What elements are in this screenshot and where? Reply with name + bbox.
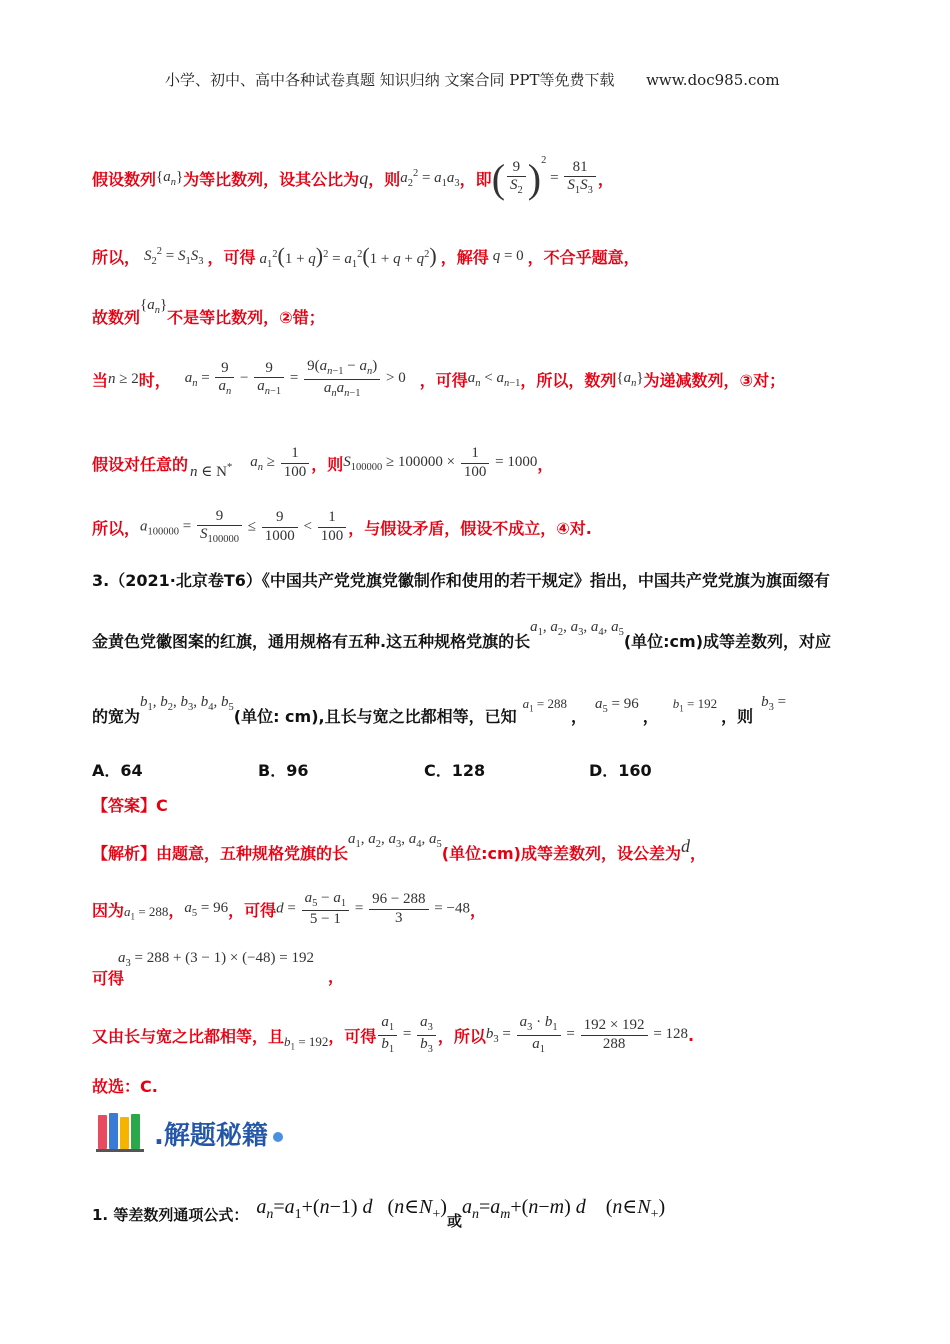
formula: $a_1 = 288$ (124, 904, 169, 922)
text: 可得 (92, 969, 125, 988)
text: 或 (446, 1211, 462, 1230)
formula: $a_1$, $a_2$, $a_3$, $a_4$, $a_5$ (348, 830, 442, 850)
text: 假设对任意的 (92, 454, 189, 474)
text: ，与假设矛盾，假设不成立，④对. (348, 518, 592, 538)
line-6 (92, 500, 592, 554)
formula: $\{a_n\}$ (140, 296, 168, 316)
option-a[interactable]: A．64 (92, 761, 143, 780)
formula: $a_1^2(1 + q)^2 = a_1^2(1 + q + q^2)$ (259, 242, 437, 270)
explanation-line-1 (92, 828, 706, 876)
text: ， (642, 706, 659, 726)
formula: $b_3$ = $\frac{a_3 \cdot b_1}{a_1}$ = $\frac{192 \times 192}{288}$ = 128 (485, 1014, 689, 1055)
text: ， (597, 169, 614, 189)
explanation-line-2 (92, 884, 486, 934)
header-url[interactable]: www.doc985.com (646, 71, 780, 89)
section-banner (94, 1111, 294, 1155)
formula: $b_1 = 192$ (284, 1034, 329, 1052)
text: 又由长与宽之比都相等，且 (92, 1026, 285, 1046)
text: 为递减数列，③对； (643, 370, 786, 390)
formula: $a_1$, $a_2$, $a_3$, $a_4$, $a_5$ (530, 618, 624, 638)
question-line-2 (92, 615, 831, 665)
text: ，则 (368, 169, 401, 189)
text: 金黄色党徽图案的红旗，通用规格有五种.这五种规格党旗的长 (92, 631, 531, 651)
formula: $b_1 = 192$ (672, 696, 718, 714)
text: 为等比数列，设其公比为 (183, 169, 360, 189)
formula: $b_3$ = (761, 693, 787, 713)
formula: $S_{100000} \ge 100000$ × $\frac{1}{100}$ = 1000 (343, 445, 538, 480)
text: ， (689, 843, 706, 863)
formula: d = $\frac{a_5 - a_1}{5 - 1}$ = $\frac{96 - 288}{3}$ = −48 (276, 889, 470, 927)
answer-label: 【答案】C (92, 796, 168, 815)
text: ，不合乎题意， (527, 247, 640, 267)
text: 【解析】由题意，五种规格党旗的长 (92, 843, 349, 863)
section-title: .解题秘籍 (154, 1121, 268, 1151)
formula: $a_5 = 96$ (184, 899, 229, 919)
formula: $a_5 = 96$ (595, 695, 639, 715)
question-line-1: 3.（2021·北京卷T6）《中国共产党党旗党徽制作和使用的若干规定》指出，中国共产党党旗为旗面缀有 (92, 571, 830, 590)
text: 1. 等差数列通项公式： (92, 1205, 249, 1224)
text: (单位:cm)成等差数列，对应 (623, 631, 832, 651)
text: (单位:cm)成等差数列，设公差为 (441, 843, 681, 863)
formula: $S_2^2 = S_1S_3$ (144, 245, 204, 267)
text: 的宽为 (92, 706, 141, 726)
formula: $a_2^2 = a_1a_3$ (400, 167, 460, 189)
text: 假设数列 (92, 169, 157, 189)
line-3 (92, 296, 325, 336)
text: 因为 (92, 900, 125, 920)
text: ， (328, 967, 345, 986)
formula: n ∈ N* (190, 461, 233, 480)
text: ，即 (459, 169, 492, 189)
text: ， (537, 454, 554, 474)
text: ，解得 (440, 247, 489, 267)
explanation-line-4 (92, 1010, 694, 1060)
dot-icon (272, 1131, 284, 1143)
final-answer: 故选：C. (92, 1077, 158, 1096)
formula: $a_n < a_{n-1}$ (467, 369, 521, 389)
line-5 (92, 438, 553, 488)
text: ，可得 (419, 370, 468, 390)
formula: $a_n=a_m+(n-m)$ d $(n\in N_+)$ (461, 1195, 666, 1222)
option-d[interactable]: D．160 (589, 761, 652, 780)
text: ，所以 (437, 1026, 486, 1046)
text: ， (571, 706, 588, 726)
option-c[interactable]: C．128 (424, 761, 486, 780)
text: ，则 (721, 706, 754, 726)
text: 所以， (92, 247, 141, 267)
text: . (688, 1025, 695, 1045)
text: 所以， (92, 518, 141, 538)
text: 故数列 (92, 307, 141, 327)
formula: $a_1 = 288$ (522, 696, 567, 714)
text: ，可得 (207, 247, 256, 267)
text: 时， (138, 370, 171, 390)
text: ，所以，数列 (520, 370, 617, 390)
header-text: 小学、初中、高中各种试卷真题 知识归纳 文案合同 PPT等免费下载 (165, 71, 615, 89)
formula-item-1 (92, 1194, 665, 1234)
formula: $\frac{a_1}{b_1}$ = $\frac{a_3}{b_3}$ (376, 1014, 437, 1055)
line-2 (92, 238, 640, 274)
formula: $a_3 = 288 + (3 - 1) \times (-48) = 192$ (118, 950, 314, 969)
question-line-3 (92, 690, 786, 740)
formula: q (359, 167, 369, 188)
formula: d (680, 835, 690, 856)
text: ， (168, 900, 185, 920)
text: 当 (92, 370, 109, 390)
formula: ( $\frac{9}{S_2}$ )$^2$ = $\frac{81}{S_1S_3}$ (492, 155, 598, 202)
text: ，可得 (228, 900, 277, 920)
text: ，可得 (328, 1026, 377, 1046)
formula: q = 0 (492, 247, 524, 264)
formula: n ≥ 2 (108, 370, 139, 387)
formula: $a_n$ = $\frac{9}{a_n}$ − $\frac{9}{a_{n-1}}$ = $\frac{9(a_{n-1} - a_n)}{a_na_{n-1}}$ > 0 (184, 358, 406, 399)
option-b[interactable]: B．96 (258, 761, 309, 780)
formula: $a_n$ ≥ $\frac{1}{100}$ (250, 445, 311, 481)
page-header (165, 69, 780, 90)
books-icon (94, 1111, 152, 1153)
text: ， (469, 900, 486, 920)
formula: $a_{100000}$ = $\frac{9}{S_{100000}}$ ≤ $\frac{9}{1000}$ < $\frac{1}{100}$ (140, 508, 348, 546)
line-1 (92, 148, 614, 208)
text: 不是等比数列，②错； (167, 307, 325, 327)
line-4 (92, 354, 785, 404)
formula: $\{a_n\}$ (616, 369, 644, 389)
formula: $b_1$, $b_2$, $b_3$, $b_4$, $b_5$ (140, 693, 234, 713)
formula: $\{a_n\}$ (156, 168, 184, 188)
text: ，则 (311, 454, 344, 474)
formula: $a_n=a_1+(n-1)$ d $(n\in N_+)$ (256, 1195, 447, 1222)
text: (单位: cm),且长与宽之比都相等，已知 (233, 706, 517, 726)
